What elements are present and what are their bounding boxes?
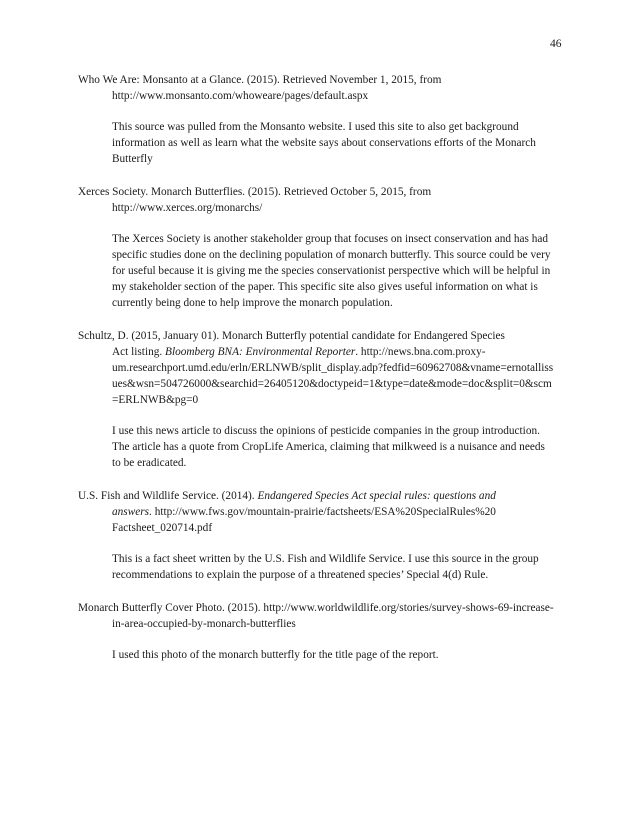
annotation-line: currently being done to help improve the monarch population. xyxy=(112,297,393,309)
annotation-line: This source was pulled from the Monsanto website. I used this site to also get background xyxy=(112,121,519,133)
annotation-line: for useful because it is giving me the species conservationist perspective which will be helpful in xyxy=(112,265,551,277)
citation-line: Who We Are: Monsanto at a Glance. (2015). Retrieved November 1, 2015, from xyxy=(78,74,442,86)
annotation-line: specific studies done on the declining population of monarch butterfly. This source could be very xyxy=(112,249,551,261)
citation-url: Factsheet_020714.pdf xyxy=(112,522,213,534)
citation-line: Xerces Society. Monarch Butterflies. (2015). Retrieved October 5, 2015, from xyxy=(78,186,432,198)
annotation-line: my stakeholder section of the paper. This specific site also gives useful information on what is xyxy=(112,281,538,293)
citation xyxy=(78,72,570,104)
citation xyxy=(78,328,570,408)
annotation-line: recommendations to explain the purpose of a threatened species’ Special 4(d) Rule. xyxy=(112,569,489,581)
citation-text: U.S. Fish and Wildlife Service. (2014). xyxy=(78,490,258,502)
citation-url: ues&wsn=504726000&searchid=26405120&doctypeid=1&type=date&mode=doc&split=0&scm xyxy=(112,378,552,390)
citation-line xyxy=(78,488,570,504)
citation xyxy=(78,184,570,216)
reference-entry-cover-photo xyxy=(78,600,570,663)
journal-title: Bloomberg BNA: Environmental Reporter xyxy=(165,346,356,358)
citation-url: http://www.xerces.org/monarchs/ xyxy=(112,202,263,214)
reference-entry-usfws xyxy=(78,488,570,583)
annotation xyxy=(78,423,570,471)
annotation-line: I use this news article to discuss the opinions of pesticide companies in the group introduction. xyxy=(112,425,540,437)
document-title: answers xyxy=(112,506,150,518)
citation-text: . http://news.bna.com.proxy- xyxy=(355,346,486,358)
citation-line xyxy=(78,504,570,520)
annotation xyxy=(78,119,570,167)
annotation-line: to be eradicated. xyxy=(112,457,187,469)
citation-text: Act listing. xyxy=(112,346,166,358)
reference-list xyxy=(78,72,570,680)
citation-url: http://www.monsanto.com/whoweare/pages/default.aspx xyxy=(112,90,369,102)
annotation xyxy=(78,231,570,311)
citation-url: =ERLNWB&pg=0 xyxy=(112,394,199,406)
annotation-line: information as well as learn what the website says about conservations efforts of the Monarch xyxy=(112,137,536,149)
annotation xyxy=(78,647,570,663)
citation-url: . http://www.fws.gov/mountain-prairie/factsheets/ESA%20SpecialRules%20 xyxy=(149,506,496,518)
reference-entry-xerces xyxy=(78,184,570,311)
citation-line xyxy=(78,344,570,360)
citation xyxy=(78,600,570,632)
citation-url: um.researchport.umd.edu/erln/ERLNWB/split_display.adp?fedfid=60962708&vname=ernotalliss xyxy=(112,362,554,374)
annotation-line: The Xerces Society is another stakeholder group that focuses on insect conservation and has had xyxy=(112,233,549,245)
annotation-line: The article has a quote from CropLife America, claiming that milkweed is a nuisance and needs xyxy=(112,441,545,453)
annotation-line: Butterfly xyxy=(112,153,153,165)
reference-entry-schultz xyxy=(78,328,570,471)
annotation-line: I used this photo of the monarch butterfly for the title page of the report. xyxy=(112,649,439,661)
citation-line: Schultz, D. (2015, January 01). Monarch Butterfly potential candidate for Endangered Species xyxy=(78,330,505,342)
document-title: Endangered Species Act special rules: questions and xyxy=(257,490,496,502)
annotation-line: This is a fact sheet written by the U.S. Fish and Wildlife Service. I use this source in the group xyxy=(112,553,539,565)
annotation xyxy=(78,551,570,583)
citation-url: in-area-occupied-by-monarch-butterflies xyxy=(112,618,296,630)
citation-line: Monarch Butterfly Cover Photo. (2015). http://www.worldwildlife.org/stories/survey-shows-69-increase- xyxy=(78,602,554,614)
reference-entry-monsanto xyxy=(78,72,570,167)
citation xyxy=(78,488,570,536)
page-number: 46 xyxy=(550,38,562,50)
